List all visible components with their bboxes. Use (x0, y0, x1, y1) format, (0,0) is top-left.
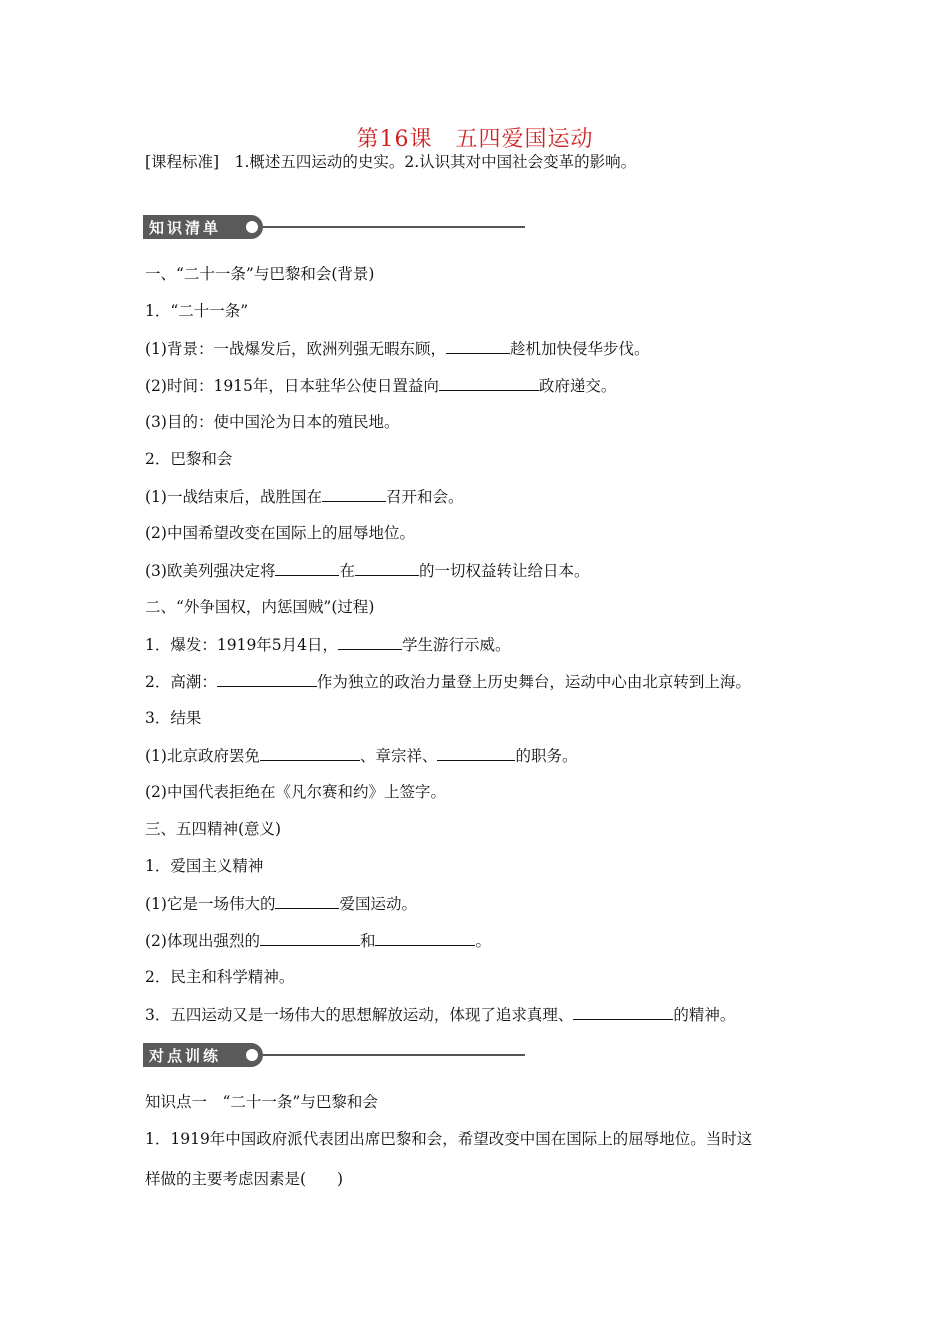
answer-blank[interactable] (217, 671, 317, 687)
section-heading: 一、“二十一条”与巴黎和会(背景) (145, 265, 375, 283)
text-line: (2)中国代表拒绝在《凡尔赛和约》上签字。 (145, 783, 446, 801)
knowledge-banner (143, 215, 528, 239)
lesson-title: 第16课 五四爱国运动 (356, 127, 594, 152)
answer-blank[interactable] (446, 338, 510, 354)
answer-blank[interactable] (338, 634, 402, 650)
knowledge-point-heading: 知识点一 “二十一条”与巴黎和会 (145, 1093, 378, 1111)
training-banner-label: 对点训练 (149, 1047, 222, 1065)
training-banner (143, 1043, 528, 1067)
text-line: 2．民主和科学精神。 (145, 968, 295, 986)
fill-line: (1)北京政府罢免 、章宗祥、 的职务。 (145, 747, 578, 765)
fill-line: (2)时间：1915年，日本驻华公使日置益向 政府递交。 (145, 377, 617, 395)
bullet-dot-icon (246, 1049, 258, 1061)
text-line: (3)目的：使中国沦为日本的殖民地。 (145, 413, 400, 431)
knowledge-banner-label: 知识清单 (149, 219, 222, 237)
question-text: 1．1919年中国政府派代表团出席巴黎和会，希望改变中国在国际上的屈辱地位。当时这 (145, 1130, 753, 1148)
fill-line: (1)它是一场伟大的 爱国运动。 (145, 895, 417, 913)
fill-line: 3．五四运动又是一场伟大的思想解放运动，体现了追求真理、 的精神。 (145, 1006, 736, 1024)
answer-blank[interactable] (260, 930, 360, 946)
fill-line: 1．爆发：1919年5月4日， 学生游行示威。 (145, 636, 511, 654)
subheading: 1．“二十一条” (145, 302, 249, 320)
answer-blank[interactable] (439, 375, 539, 391)
subheading: 3．结果 (145, 709, 202, 727)
fill-line: (1)背景：一战爆发后，欧洲列强无暇东顾， 趁机加快侵华步伐。 (145, 340, 650, 358)
answer-blank[interactable] (375, 930, 475, 946)
banner-rule (263, 226, 525, 228)
fill-line: (3)欧美列强决定将 在 的一切权益转让给日本。 (145, 562, 590, 580)
answer-blank[interactable] (437, 745, 515, 761)
answer-blank[interactable] (573, 1004, 673, 1020)
banner-rule (263, 1054, 525, 1056)
curriculum-standard: [课程标准] 1.概述五四运动的史实。2.认识其对中国社会变革的影响。 (145, 153, 637, 171)
answer-blank[interactable] (275, 893, 339, 909)
text-line: (2)中国希望改变在国际上的屈辱地位。 (145, 524, 415, 542)
fill-line: (2)体现出强烈的 和 。 (145, 932, 491, 950)
question-text: 样做的主要考虑因素是( ) (145, 1170, 344, 1188)
section-heading: 二、“外争国权，内惩国贼”(过程) (145, 598, 375, 616)
fill-line: (1)一战结束后，战胜国在 召开和会。 (145, 488, 464, 506)
answer-blank[interactable] (260, 745, 360, 761)
answer-blank[interactable] (322, 486, 386, 502)
subheading: 1．爱国主义精神 (145, 857, 264, 875)
bullet-dot-icon (246, 221, 258, 233)
answer-blank[interactable] (355, 560, 419, 576)
section-heading: 三、五四精神(意义) (145, 820, 282, 838)
answer-blank[interactable] (275, 560, 339, 576)
subheading: 2．巴黎和会 (145, 450, 233, 468)
fill-line: 2．高潮： 作为独立的政治力量登上历史舞台，运动中心由北京转到上海。 (145, 673, 751, 691)
